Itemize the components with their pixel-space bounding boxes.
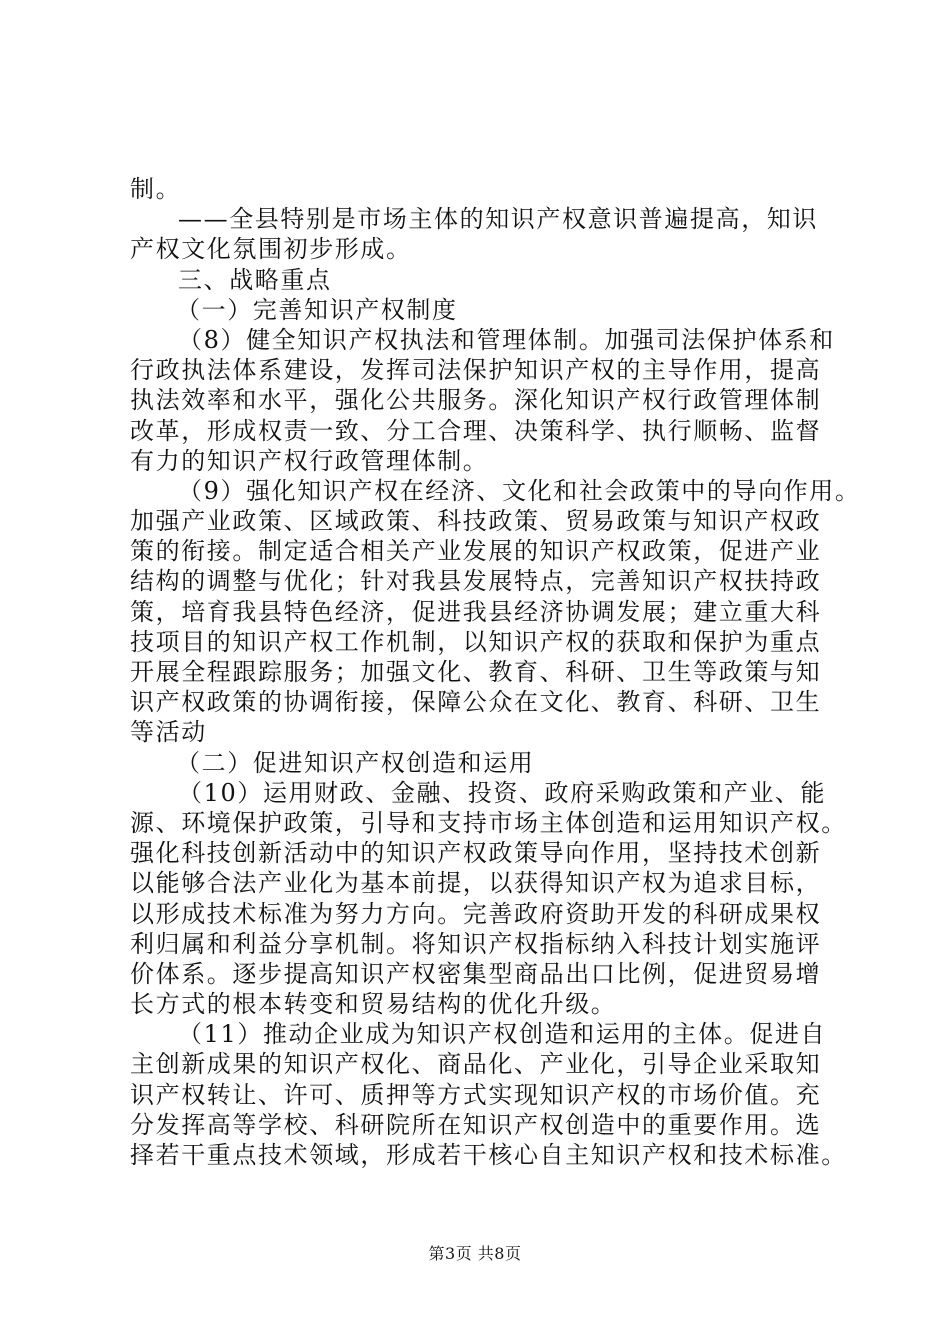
paragraph-line: 策的衔接。制定适合相关产业发展的知识产权政策，促进产业 — [130, 537, 822, 566]
paragraph-line: 技项目的知识产权工作机制，以知识产权的获取和保护为重点 — [130, 627, 822, 656]
paragraph-line: 结构的调整与优化；针对我县发展特点，完善知识产权扶持政 — [130, 567, 822, 596]
paragraph-line: 择若干重点技术领域，形成若干核心自主知识产权和技术标准。 — [130, 1141, 847, 1169]
paragraph-line: 策，培育我县特色经济，促进我县经济协调发展；建立重大科 — [130, 597, 822, 626]
paragraph-line: 以形成技术标准为努力方向。完善政府资助开发的科研成果权 — [130, 899, 822, 928]
document-body — [130, 174, 861, 1170]
subsection-heading: （二）促进知识产权创造和运用 — [176, 748, 535, 777]
paragraph-line: 改革，形成权责一致、分工合理、决策科学、执行顺畅、监督 — [130, 416, 822, 445]
paragraph-line: 有力的知识产权行政管理体制。 — [130, 446, 489, 475]
paragraph-line: 等活动 — [130, 718, 207, 747]
section-heading: 三、战略重点 — [178, 265, 332, 294]
paragraph-line: 价体系。逐步提高知识产权密集型商品出口比例，促进贸易增 — [130, 959, 822, 988]
paragraph-line: 加强产业政策、区域政策、科技政策、贸易政策与知识产权政 — [130, 507, 822, 536]
page-footer: 第3页 共8页 — [428, 1244, 522, 1263]
paragraph-line: 利归属和利益分享机制。将知识产权指标纳入科技计划实施评 — [130, 929, 822, 958]
paragraph-line: （11）推动企业成为知识产权创造和运用的主体。促进自 — [178, 1020, 827, 1049]
paragraph-line: 以能够合法产业化为基本前提，以获得知识产权为追求目标， — [130, 869, 822, 898]
paragraph-line: 产权文化氛围初步形成。 — [130, 235, 412, 264]
paragraph-line: ——全县特别是市场主体的知识产权意识普遍提高，知识 — [178, 205, 818, 234]
subsection-heading: （一）完善知识产权制度 — [176, 295, 458, 324]
paragraph-line: 长方式的根本转变和贸易结构的优化升级。 — [130, 990, 617, 1019]
paragraph-line: 强化科技创新活动中的知识产权政策导向作用，坚持技术创新 — [130, 839, 822, 868]
paragraph-line: 开展全程跟踪服务；加强文化、教育、科研、卫生等政策与知 — [130, 658, 822, 686]
paragraph-line: 主创新成果的知识产权化、商品化、产业化，引导企业采取知 — [130, 1050, 822, 1079]
paragraph-line: 源、环境保护政策，引导和支持市场主体创造和运用知识产权。 — [130, 808, 847, 837]
paragraph-line: 执法效率和水平，强化公共服务。深化知识产权行政管理体制 — [130, 386, 822, 415]
paragraph-line: 行政执法体系建设，发挥司法保护知识产权的主导作用，提高 — [130, 356, 822, 385]
paragraph-line: 识产权政策的协调衔接，保障公众在文化、教育、科研、卫生 — [130, 688, 822, 717]
paragraph-line: （8）健全知识产权执法和管理体制。加强司法保护体系和 — [178, 325, 835, 354]
paragraph-line: （9）强化知识产权在经济、文化和社会政策中的导向作用。 — [178, 476, 861, 505]
paragraph-line: 识产权转让、许可、质押等方式实现知识产权的市场价值。充 — [130, 1080, 822, 1109]
paragraph-line: 分发挥高等学校、科研院所在知识产权创造中的重要作用。选 — [130, 1110, 822, 1139]
paragraph-line: 制。 — [130, 175, 182, 203]
paragraph-line: （10）运用财政、金融、投资、政府采购政策和产业、能 — [178, 778, 827, 807]
